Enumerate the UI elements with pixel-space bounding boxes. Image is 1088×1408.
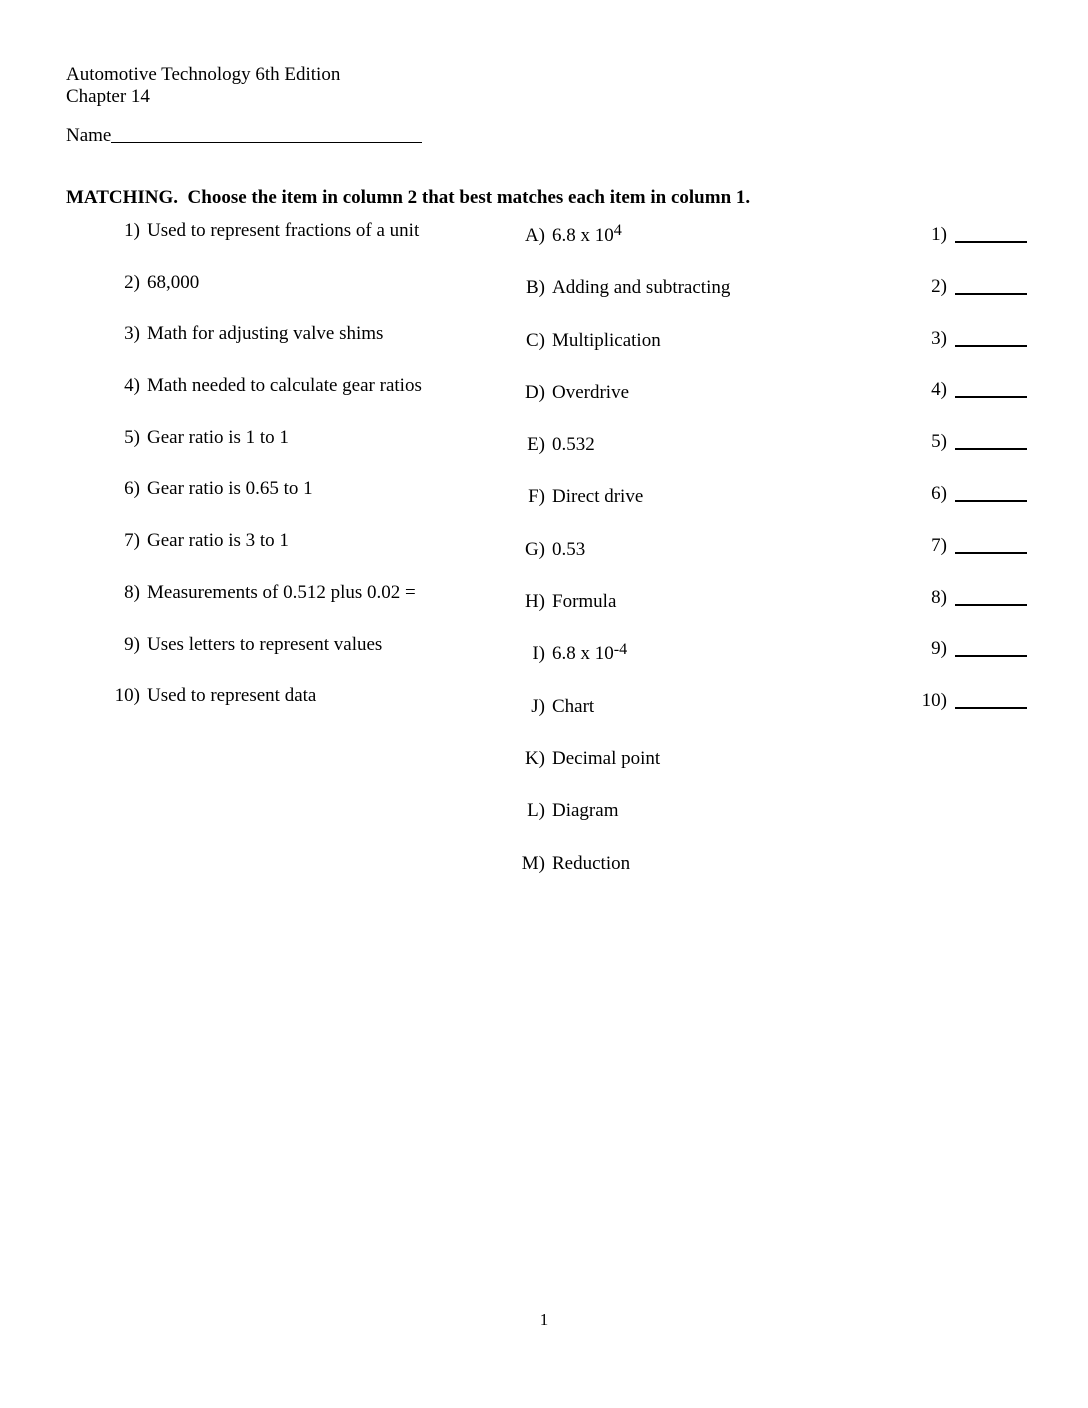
answer-row [860,481,1060,533]
option-text [552,222,622,247]
option-letter: E) [527,434,545,456]
answer-blank-line[interactable] [955,432,1027,450]
item-text: Uses letters to represent values [147,633,383,655]
column1-item [70,478,500,530]
option-text [552,277,730,299]
answer-number: 9) [931,638,947,660]
document-title: Automotive Technology 6th Edition [66,64,341,85]
option-text-main: 0.53 [552,538,586,560]
column1-item [70,634,500,686]
column1-item [70,530,500,582]
matching-instruction: MATCHING. Choose the item in column 2 that best matches each item in column 1. [66,187,751,208]
item-text: Used to represent fractions of a unit [147,220,420,241]
column1-item [70,220,500,272]
option-text [552,640,628,665]
answer-blank-line[interactable] [955,536,1027,554]
column2-option [473,382,853,434]
item-number: 2) [124,271,140,293]
option-text [552,382,629,404]
item-number: 5) [124,426,140,448]
column2-option [473,748,853,800]
option-letter: H) [524,591,545,613]
item-number: 3) [124,323,140,345]
column1-item [70,685,500,737]
name-row [66,122,422,147]
column1-item [70,272,500,324]
item-number: 9) [124,633,140,655]
column1-item [70,582,500,634]
document-header [66,64,340,108]
option-text [552,539,585,561]
item-text: Math needed to calculate gear ratios [147,375,422,397]
option-text-main: Chart [552,695,595,717]
column2-option [473,640,853,695]
item-number: 1) [124,220,140,241]
column2-option [473,330,853,382]
answer-row [860,585,1060,637]
column2-option [473,800,853,852]
option-text-main: Diagram [552,800,619,822]
item-text: Gear ratio is 3 to 1 [147,530,289,552]
chapter-label: Chapter 14 [66,86,150,107]
answer-number: 1) [931,224,947,245]
item-text: 68,000 [147,271,200,293]
column2-option [473,486,853,538]
column2-option [473,434,853,486]
page-number: 1 [539,1310,549,1329]
item-number: 7) [124,530,140,552]
item-text: Gear ratio is 1 to 1 [147,426,289,448]
item-text: Gear ratio is 0.65 to 1 [147,478,313,500]
item-number: 8) [124,581,140,603]
answer-number: 4) [931,379,947,401]
option-text [552,434,595,456]
name-input-line[interactable] [111,124,422,143]
answer-row [860,636,1060,688]
option-letter: K) [524,747,545,769]
answer-blank-line[interactable] [955,329,1027,347]
option-text-main: Adding and subtracting [552,277,731,299]
column1-item [70,323,500,375]
item-text: Math for adjusting valve shims [147,323,384,345]
answer-number: 2) [931,275,947,297]
option-letter: G) [524,538,545,560]
option-letter: A) [524,225,545,246]
answer-blank-line[interactable] [955,484,1027,502]
answer-blank-line[interactable] [955,639,1027,657]
option-text-main: Decimal point [552,747,661,769]
option-text [552,696,594,718]
column2-option [473,696,853,748]
answer-column [860,222,1060,740]
answer-number: 3) [931,327,947,349]
answer-row [860,274,1060,326]
option-text-main: 0.532 [552,434,595,456]
column2-option [473,222,853,277]
column2 [473,222,853,905]
option-text-main: Multiplication [552,329,661,351]
answer-number: 6) [931,482,947,504]
option-letter: F) [528,486,545,508]
option-text-main: Overdrive [552,381,630,403]
option-letter: B) [526,277,545,299]
answer-row [860,377,1060,429]
item-text: Used to represent data [147,685,317,707]
option-text-superscript: -4 [613,640,628,658]
answer-number: 8) [931,586,947,608]
option-text-superscript: 4 [613,222,622,240]
option-letter: D) [524,381,545,403]
item-number: 6) [124,478,140,500]
column1-item [70,427,500,479]
option-text-main: 6.8 x 10 [552,225,614,246]
option-text-main: Direct drive [552,486,644,508]
column2-option [473,591,853,643]
option-letter: M) [521,852,545,874]
option-text [552,486,643,508]
column2-option [473,539,853,591]
answer-blank-line[interactable] [955,380,1027,398]
name-label: Name [66,125,112,146]
answer-number: 5) [931,431,947,453]
option-text-main: Formula [552,591,617,613]
column2-option [473,277,853,329]
option-text-main: 6.8 x 10 [552,643,614,665]
option-text [552,748,660,770]
option-text-main: Reduction [552,852,631,874]
column1-item [70,375,500,427]
column2-option [473,853,853,905]
answer-number: 10) [921,690,947,712]
option-letter: J) [531,695,545,717]
column1 [70,220,500,737]
answer-row [860,222,1060,274]
option-text [552,330,661,352]
answer-row [860,326,1060,378]
answer-blank-line[interactable] [955,225,1027,243]
answer-row [860,429,1060,481]
option-text [552,591,616,613]
item-text: Measurements of 0.512 plus 0.02 = [147,581,416,603]
answer-row [860,688,1060,740]
option-text [552,853,630,875]
answer-blank-line[interactable] [955,691,1027,709]
option-letter: C) [526,329,545,351]
answer-number: 7) [931,534,947,556]
option-letter: L) [527,800,545,822]
answer-row [860,533,1060,585]
option-letter: I) [532,643,545,665]
answer-blank-line[interactable] [955,588,1027,606]
option-text [552,800,618,822]
item-number: 4) [124,375,140,397]
item-number: 10) [114,685,140,707]
answer-blank-line[interactable] [955,277,1027,295]
